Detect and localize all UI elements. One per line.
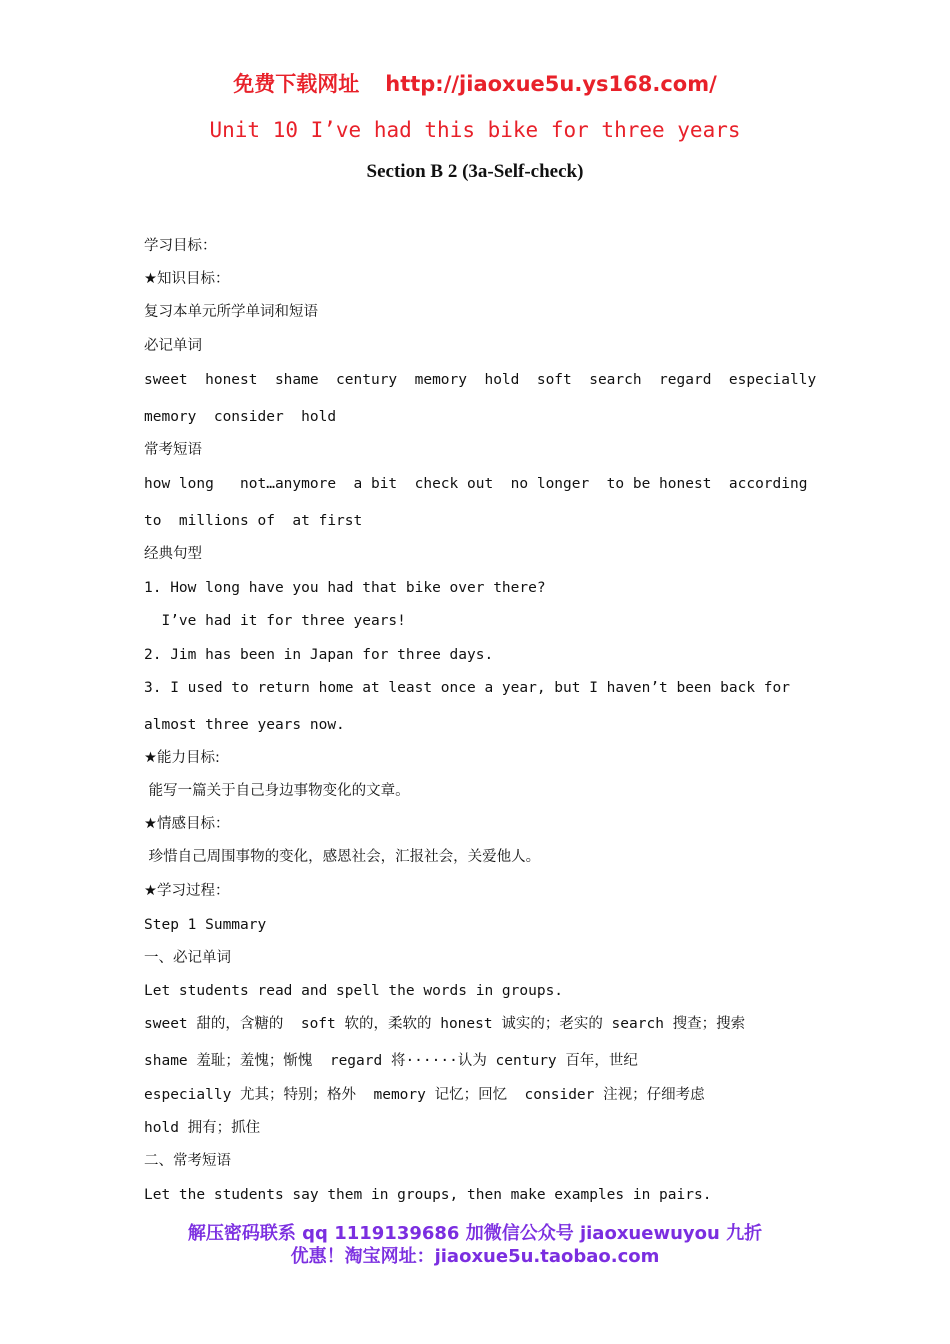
instruction-text: Let the students say them in groups, then make examples in pairs. — [144, 1187, 712, 1203]
sentence-line: 1. How long have you had that bike over there? — [144, 580, 546, 596]
step-heading: Step 1 Summary — [144, 917, 267, 933]
ability-goal-text: 能写一篇关于自己身边事物变化的文章。 — [144, 783, 410, 799]
vocab-line: shame 羞耻；羞愧；惭愧 regard 将······认为 century 百年，世纪 — [144, 1053, 638, 1069]
lesson-subtitle: Section B 2 (3a-Self-check) — [366, 161, 584, 182]
process-heading: ★学习过程： — [144, 883, 230, 899]
required-words-line: sweet honest shame century memory hold soft search regard especially — [144, 372, 817, 388]
header-label: 免费下载网址 — [233, 72, 360, 96]
phrases-line: to millions of at first — [144, 513, 363, 529]
phrases-heading: 常考短语 — [144, 442, 202, 458]
section-heading: 二、常考短语 — [144, 1153, 231, 1169]
emotion-goal-heading: ★情感目标： — [144, 816, 230, 832]
sentence-line: 2. Jim has been in Japan for three days. — [144, 647, 494, 663]
phrases-line: how long not…anymore a bit check out no longer to be honest according — [144, 476, 808, 492]
review-text: 复习本单元所学单词和短语 — [144, 304, 318, 320]
header-url-link[interactable]: http://jiaoxue5u.ys168.com/ — [385, 72, 717, 96]
required-words-heading: 必记单词 — [144, 338, 202, 354]
sentence-line: almost three years now. — [144, 717, 345, 733]
vocab-line: sweet 甜的，含糖的 soft 软的，柔软的 honest 诚实的；老实的 search 搜查；搜索 — [144, 1016, 746, 1032]
footer-shop-line: 优惠！淘宝网址：jiaoxue5u.taobao.com — [290, 1246, 660, 1267]
knowledge-goal-heading: ★知识目标： — [144, 271, 230, 287]
ability-goal-heading: ★能力目标: — [144, 750, 220, 766]
vocab-line: hold 拥有；抓住 — [144, 1120, 261, 1136]
vocab-line: especially 尤其；特别；格外 memory 记忆；回忆 consider 注视；仔细考虑 — [144, 1087, 705, 1103]
sentence-line: I’ve had it for three years! — [144, 613, 406, 629]
objectives-heading: 学习目标： — [144, 238, 217, 254]
section-heading: 一、必记单词 — [144, 950, 231, 966]
emotion-goal-text: 珍惜自己周围事物的变化，感恩社会，汇报社会，关爱他人。 — [144, 849, 541, 865]
required-words-line: memory consider hold — [144, 409, 337, 425]
lesson-title: Unit 10 I’ve had this bike for three years — [209, 118, 741, 142]
download-header — [0, 68, 950, 98]
footer-contact-line: 解压密码联系 qq 1119139686 加微信公众号 jiaoxuewuyou 九折 — [187, 1223, 763, 1244]
instruction-text: Let students read and spell the words in groups. — [144, 983, 564, 999]
sentence-line: 3. I used to return home at least once a year, but I haven’t been back for — [144, 680, 791, 696]
sentences-heading: 经典句型 — [144, 546, 202, 562]
